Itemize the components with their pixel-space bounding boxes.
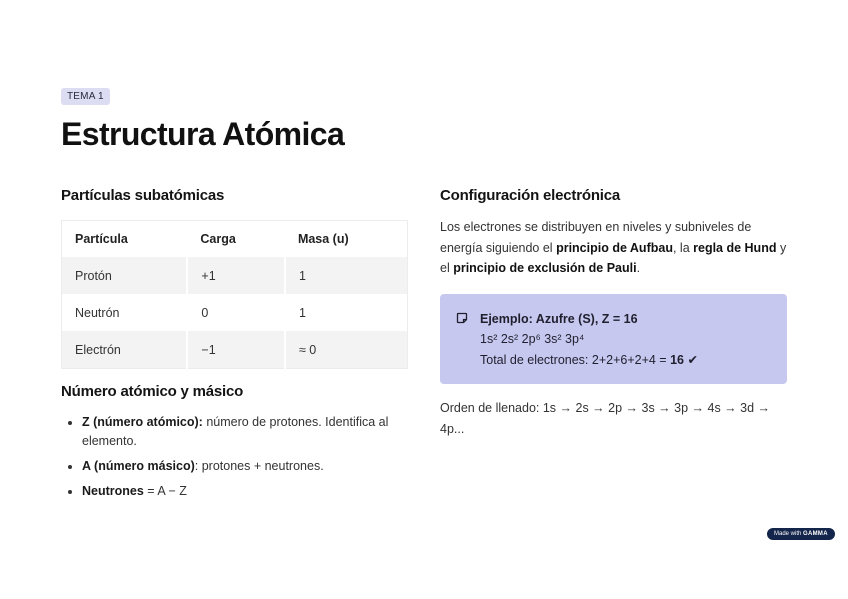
particles-heading: Partículas subatómicas: [61, 187, 225, 204]
list-item-text: número de protones. Identifica al elemento.: [82, 415, 389, 448]
intro-text: y el: [440, 240, 787, 275]
column-header: Carga: [187, 221, 285, 258]
table-row: [62, 257, 408, 294]
badge-brand: GAMMA: [803, 531, 828, 537]
table-cell: 0: [187, 294, 285, 331]
numbers-heading: Número atómico y másico: [61, 383, 244, 400]
topic-tag: TEMA 1: [61, 88, 110, 105]
intro-text: Los electrones se distribuyen en niveles y subniveles de energía siguiendo el: [440, 220, 752, 255]
table-cell: −1: [187, 331, 285, 369]
badge-prefix: Made with: [774, 531, 804, 537]
right-column: [440, 187, 787, 440]
table-cell: Electrón: [62, 331, 188, 369]
column-header: Partícula: [62, 221, 188, 258]
table-header-row: [62, 221, 408, 258]
example-config: 1s² 2s² 2p⁶ 3s² 3p⁴: [480, 332, 585, 346]
page-title: Estructura Atómica: [61, 116, 345, 152]
config-heading: Configuración electrónica: [440, 187, 621, 204]
pauli-term: principio de exclusión de Pauli: [453, 261, 637, 275]
particles-table: [61, 220, 408, 369]
example-body: [480, 309, 698, 371]
table-row: [62, 294, 408, 331]
note-icon: [456, 312, 468, 324]
list-item-text: = A − Z: [143, 484, 187, 498]
table-cell: 1: [285, 294, 408, 331]
list-item: [82, 482, 408, 501]
list-item: [82, 457, 408, 476]
made-with-badge[interactable]: [767, 528, 835, 540]
example-title: Ejemplo: Azufre (S), Z = 16: [480, 311, 638, 326]
example-total: [480, 350, 698, 371]
list-item-text: : protones + neutrones.: [194, 459, 324, 473]
table-cell: ≈ 0: [285, 331, 408, 369]
intro-text: .: [636, 261, 641, 275]
hund-term: regla de Hund: [693, 240, 777, 255]
list-item: [82, 413, 408, 451]
numbers-list: [61, 413, 408, 501]
table-cell: Protón: [62, 257, 188, 294]
list-item-term: Neutrones: [82, 484, 144, 498]
config-intro: [440, 217, 787, 279]
total-label: Total de electrones: 2+2+6+2+4 =: [480, 352, 671, 367]
left-column: [61, 187, 408, 507]
list-item-term: A (número másico): [82, 459, 195, 473]
table-cell: +1: [187, 257, 285, 294]
table-row: [62, 331, 408, 369]
filling-order: Orden de llenado: 1s → 2s → 2p → 3s → 3p → 4s → 3d → 4p...: [440, 401, 771, 436]
column-header: Masa (u): [285, 221, 408, 258]
aufbau-term: principio de Aufbau: [556, 240, 673, 255]
example-callout: [440, 294, 787, 385]
total-value: 16: [670, 352, 684, 367]
intro-text: , la: [672, 240, 694, 255]
table-cell: 1: [285, 257, 408, 294]
list-item-term: Z (número atómico):: [82, 415, 203, 429]
check-icon: ✔: [687, 352, 698, 367]
table-cell: Neutrón: [62, 294, 188, 331]
